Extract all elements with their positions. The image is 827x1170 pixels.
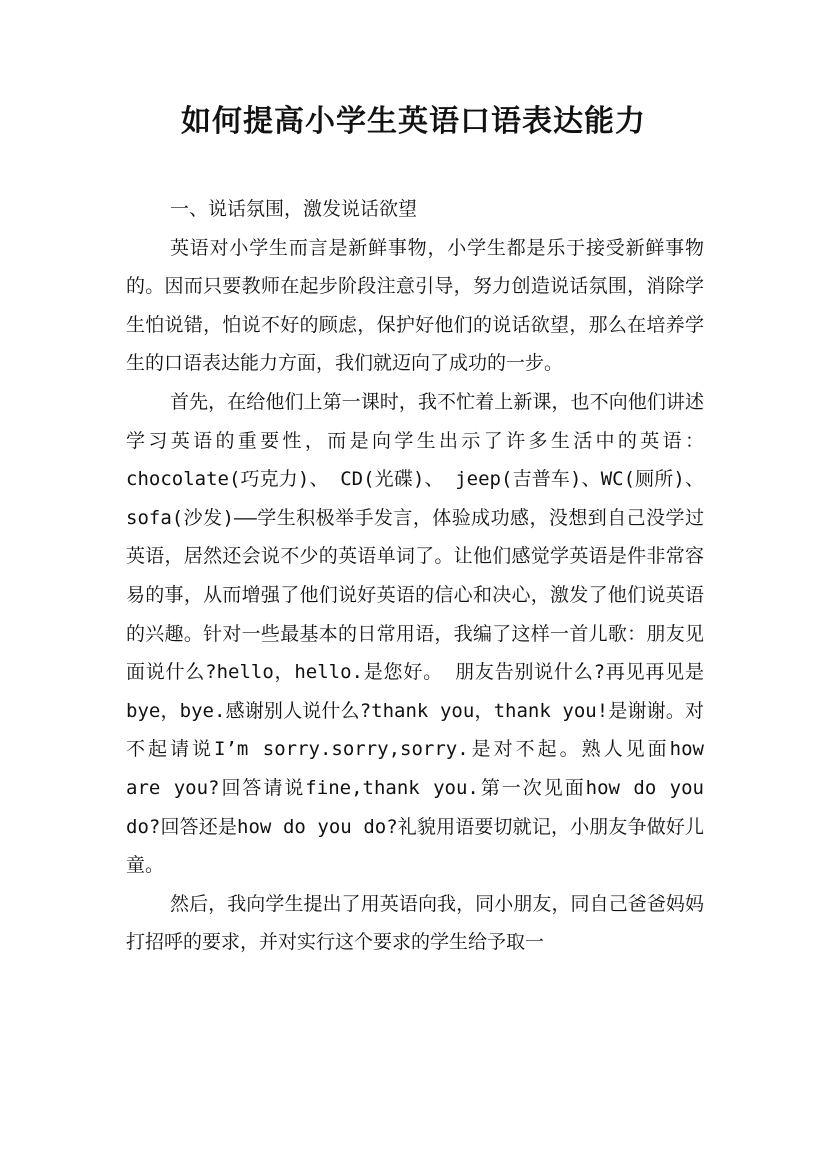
paragraph-3: 然后，我向学生提出了用英语向我，同小朋友，同自己爸爸妈妈打招呼的要求，并对实行这个要求的学生给予取一 <box>126 892 704 954</box>
document-title: 如何提高小学生英语口语表达能力 <box>181 104 646 139</box>
document-body <box>126 190 704 962</box>
paragraph-2: 首先，在给他们上第一课时，我不忙着上新课，也不向他们讲述学习英语的重要性，而是向学生出示了许多生活中的英语：chocolate(巧克力)、 CD(光碟)、 jeep(吉普车)、WC(厕所)、 sofa(沙发)——学生积极举手发言，体验成功感，没想到自己没学过英语，居然还会说不少的英语单词了。让他们感觉学英语是件非常容易的事，从而增强了他们说好英语的信心和决心，激发了他们说英语的兴趣。针对一些最基本的日常用语，我编了这样一首儿歌：朋友见面说什么?hello，hello.是您好。 朋友告别说什么?再见再见是bye，bye.感谢别人说什么?thank you，thank you!是谢谢。对不起请说I’m sorry.sorry,sorry.是对不起。熟人见面how are you?回答请说fine,thank you.第一次见面how do you do?回答还是how do you do?礼貌用语要切就记，小朋友争做好儿童。 <box>126 390 704 877</box>
section-heading: 一、说话氛围，激发说话欲望 <box>170 198 418 220</box>
paragraph-1: 英语对小学生而言是新鲜事物，小学生都是乐于接受新鲜事物的。因而只要教师在起步阶段注意引导，努力创造说话氛围，消除学生怕说错，怕说不好的顾虑，保护好他们的说话欲望，那么在培养学生的口语表达能力方面，我们就迈向了成功的一步。 <box>126 236 704 375</box>
